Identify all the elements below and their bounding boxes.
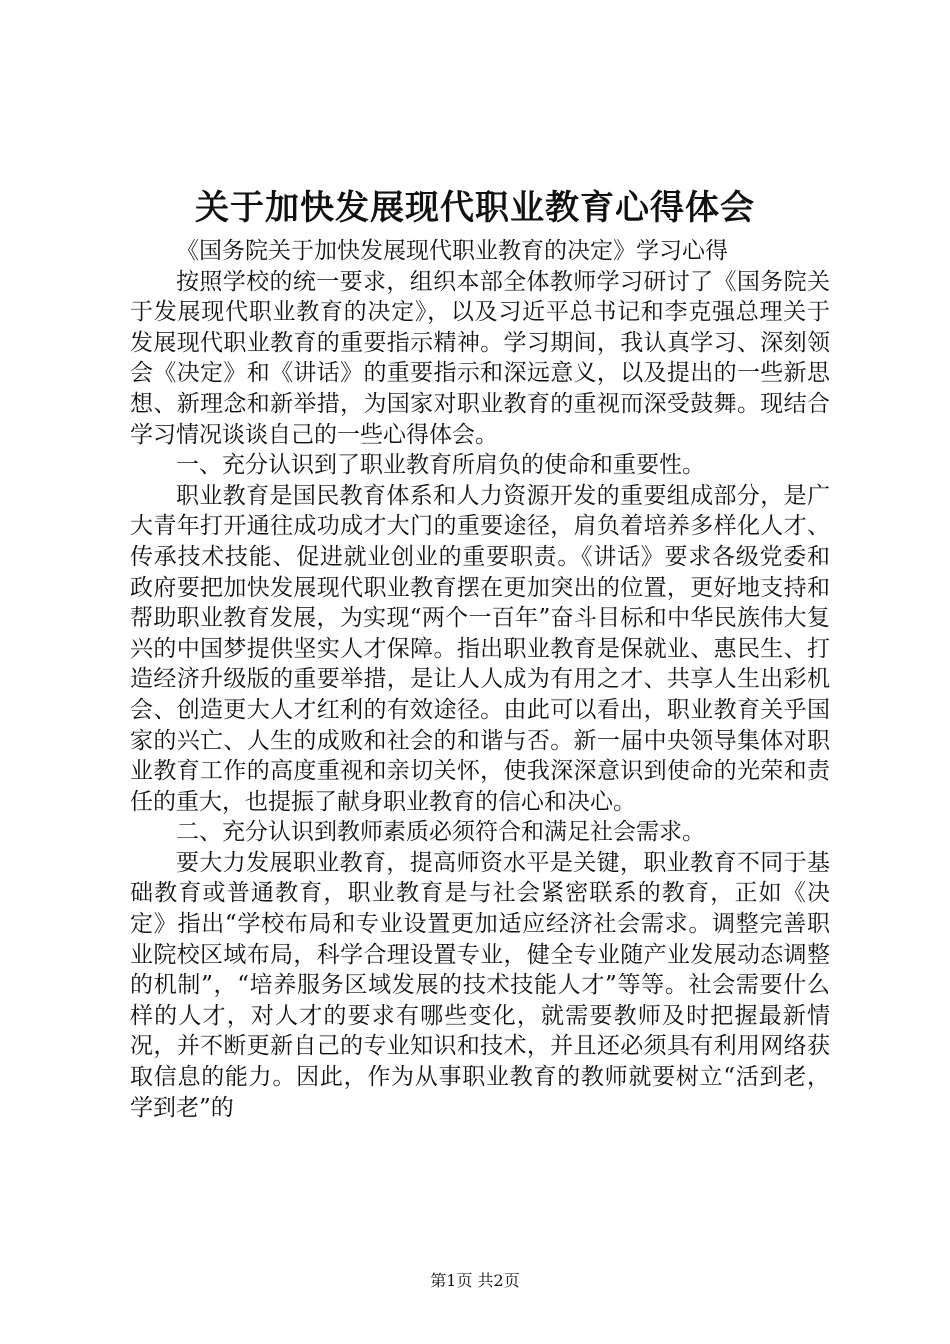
page-number-footer: 第1页 共2页: [430, 1271, 520, 1290]
intro-paragraph: 按照学校的统一要求，组织本部全体教师学习研讨了《国务院关于发展现代职业教育的决定》，以及习近平总书记和李克强总理关于发展现代职业教育的重要指示精神。学习期间，我认真学习、深刻领会《决定》和《讲话》的重要指示和深远意义，以及提出的一些新思想、新理念和新举措，为国家对职业教育的重视而深受鼓舞。现结合学习情况谈谈自己的一些心得体会。: [130, 268, 830, 448]
section-heading-2: 二、充分认识到教师素质必须符合和满足社会需求。: [176, 819, 705, 846]
document-title: 关于加快发展现代职业教育心得体会: [195, 188, 755, 228]
section-paragraph-1: 职业教育是国民教育体系和人力资源开发的重要组成部分，是广大青年打开通往成功成才大门的重要途径，肩负着培养多样化人才、传承技术技能、促进就业创业的重要职责。《讲话》要求各级党委和政府要把加快发展现代职业教育摆在更加突出的位置，更好地支持和帮助职业教育发展，为实现“两个一百年”奋斗目标和中华民族伟大复兴的中国梦提供坚实人才保障。指出职业教育是保就业、惠民生、打造经济升级版的重要举措，是让人人成为有用之才、共享人生出彩机会、创造更大人才红利的有效途径。由此可以看出，职业教育关乎国家的兴亡、人生的成败和社会的和谐与否。新一届中央领导集体对职业教育工作的高度重视和亲切关怀，使我深深意识到使命的光荣和责任的重大，也提振了献身职业教育的信心和决心。: [130, 482, 830, 815]
document-subtitle: 《国务院关于加快发展现代职业教育的决定》学习心得: [176, 238, 728, 264]
section-paragraph-2: 要大力发展职业教育，提高师资水平是关键，职业教育不同于基础教育或普通教育，职业教育是与社会紧密联系的教育，正如《决定》指出“学校布局和专业设置更加适应经济社会需求。调整完善职业院校区域布局，科学合理设置专业，健全专业随产业发展动态调整的机制”，“培养服务区域发展的技术技能人才”等等。社会需要什么样的人才，对人才的要求有哪些变化，就需要教师及时把握最新情况，并不断更新自己的专业知识和技术，并且还必须具有利用网络获取信息的能力。因此，作为从事职业教育的教师就要树立“活到老，学到老”的: [130, 849, 830, 1121]
document-body: [130, 236, 830, 1123]
section-heading-1: 一、充分认识到了职业教育所肩负的使命和重要性。: [176, 452, 705, 479]
